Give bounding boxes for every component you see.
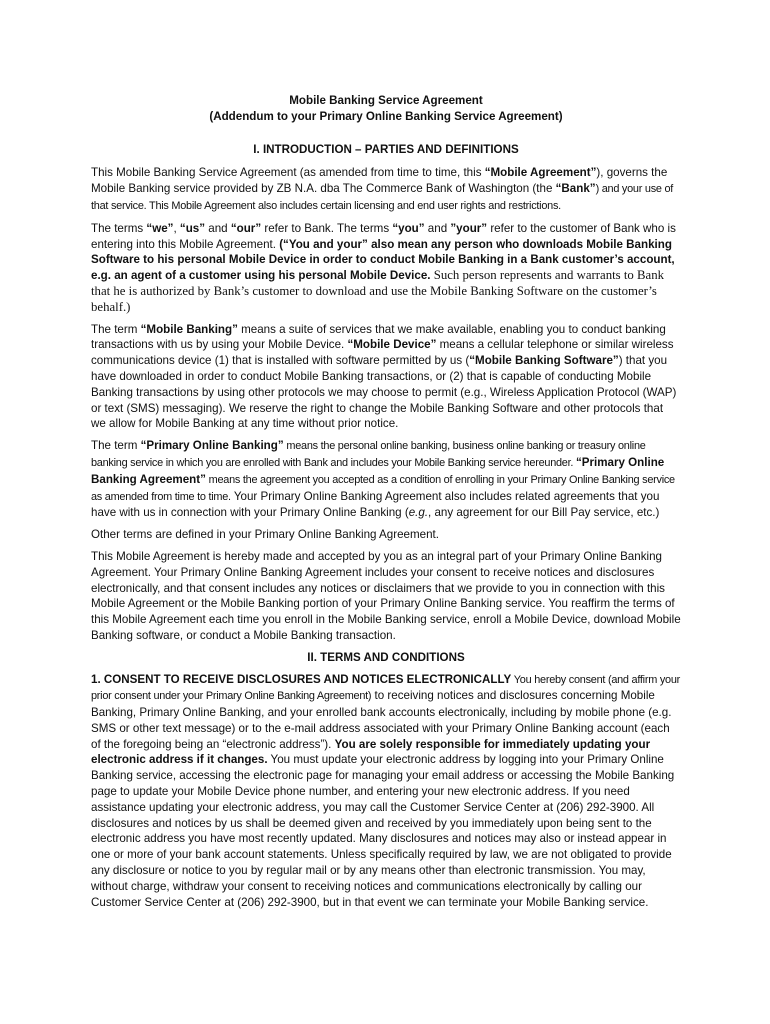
paragraph-primary-online-banking-definition: The term “Primary Online Banking” means the personal online banking, business online banking or treasury online banking service in which you are enrolled with Bank and includes your Mobile Banking service hereunder. “Primary Online Banking Agreement” means the agreement you accepted as a condition of enrolling in your Primary Online Banking service as amended from time to time. Your Primary Online Banking Agreement also includes related agreements that you have with us in connection with your Primary Online Banking (e.g., any agreement for our Bill Pay service, etc.) [91, 439, 675, 520]
paragraph-other-terms: Other terms are defined in your Primary Online Banking Agreement. [91, 528, 439, 542]
document-title: Mobile Banking Service Agreement [289, 94, 483, 107]
section-heading-terms-and-conditions: II. TERMS AND CONDITIONS [307, 650, 465, 664]
section-heading-introduction: I. INTRODUCTION – PARTIES AND DEFINITIONS [253, 142, 519, 156]
paragraph-agreement-intro: This Mobile Banking Service Agreement (as amended from time to time, this “Mobile Agreement”), governs the Mobile Banking service provided by ZB N.A. dba The Commerce Bank of Washington (the “Bank”) and your use of that service. This Mobile Agreement also includes certain licensing and end user rights and restrictions. [91, 166, 674, 212]
paragraph-integral-part: This Mobile Agreement is hereby made and accepted by you as an integral part of your Primary Online Banking Agreement. Your Primary Online Banking Agreement includes your consent to receive notices and disclosures electronically, and that consent includes any notices or disclaimers that we provide to you in connection with this Mobile Agreement or the Mobile Banking portion of your Primary Online Banking service. You reaffirm the terms of this Mobile Agreement each time you enroll in the Mobile Banking service, enroll a Mobile Device, download Mobile Banking software, or conduct a Mobile Banking transaction. [91, 549, 681, 642]
paragraph-consent-electronic-disclosures: 1. CONSENT TO RECEIVE DISCLOSURES AND NOTICES ELECTRONICALLY You hereby consent (and affirm your prior consent under your Primary Online Banking Agreement) to receiving notices and disclosures concerning Mobile Banking, Primary Online Banking, and your enrolled bank accounts electronically, including by mobile phone (e.g. SMS or other text message) or to the e-mail address associated with your Primary Online Banking account (each of the foregoing being an “electronic address”). You are solely responsible for immediately updating your electronic address if it changes. You must update your electronic address by logging into your Primary Online Banking service, accessing the electronic page for managing your email address or accessing the Mobile Banking page to update your Mobile Device phone number, and entering your new electronic address. If you need assistance updating your electronic address, you may call the Customer Service Center at (206) 292-3900. All disclosures and notices by us shall be deemed given and received by you immediately upon being sent to the electronic address you have most recently updated. Many disclosures and notices may also or instead appear in one or more of your bank account statements. Unless specifically required by law, we are not obligated to provide any disclosure or notice to you by regular mail or by any means other than electronic transmission. You may, without charge, withdraw your consent to receiving notices and communications electronically by calling our Customer Service Center at (206) 292-3900, but in that event we can terminate your Mobile Banking service. [91, 672, 681, 909]
paragraph-terms-we-you: The terms “we”, “us” and “our” refer to Bank. The terms “you” and ”your” refer to the customer of Bank who is entering into this Mobile Agreement. (“You and your” also mean any person who downloads Mobile Banking Software to his personal Mobile Device in order to conduct Mobile Banking in a Bank customer’s account, e.g. an agent of a customer using his personal Mobile Device. Such person represents and warrants to Bank that he is authorized by Bank’s customer to download and use the Mobile Banking Software on the customer’s behalf.) [91, 221, 676, 314]
document-subtitle: (Addendum to your Primary Online Banking Service Agreement) [209, 109, 563, 123]
document-page [91, 93, 681, 916]
paragraph-mobile-banking-definition: The term “Mobile Banking” means a suite of services that we make available, enabling you to conduct banking transactions with us by using your Mobile Device. “Mobile Device” means a cellular telephone or similar wireless communications device (1) that is installed with software permitted by us (“Mobile Banking Software”) that you have downloaded in order to conduct Mobile Banking transactions, or (2) that is capable of conducting Mobile Banking transactions by using other protocols we may choose to permit (e.g., Wireless Application Protocol (WAP) or text (SMS) messaging). We reserve the right to change the Mobile Banking Software and other protocols that we allow for Mobile Banking at any time without prior notice. [91, 322, 677, 431]
